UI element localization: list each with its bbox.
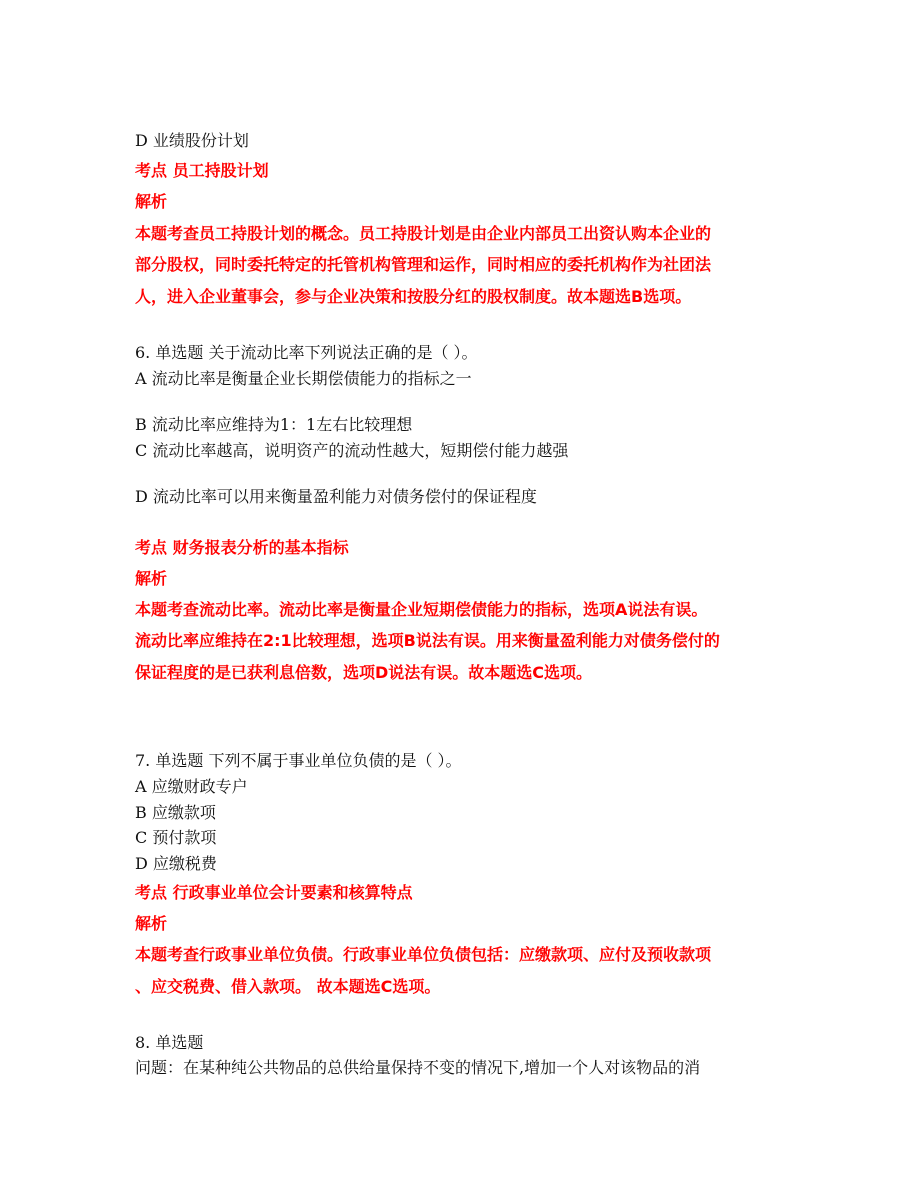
q7-option-a: A 应缴财政专户 <box>135 777 248 796</box>
q6-stem: 6. 单选题 关于流动比率下列说法正确的是（ ）。 <box>135 343 478 362</box>
q7-analysis-line-1: 本题考查行政事业单位负债。行政事业单位负债包括：应缴款项、应付及预收款项 <box>135 945 712 964</box>
q7-kaodian: 考点 行政事业单位会计要素和核算特点 <box>135 883 413 902</box>
q6-jiexi-label: 解析 <box>135 569 168 588</box>
q7-option-d: D 应缴税费 <box>135 854 217 873</box>
q6-option-c: C 流动比率越高，说明资产的流动性越大，短期偿付能力越强 <box>135 441 569 460</box>
q7-analysis-line-2: 、应交税费、借入款项。 故本题选C选项。 <box>135 977 441 996</box>
q6-option-b: B 流动比率应维持为1：1左右比较理想 <box>135 415 413 434</box>
q7-option-c: C 预付款项 <box>135 828 217 847</box>
q6-analysis-line-2: 流动比率应维持在2:1比较理想，选项B说法有误。用来衡量盈利能力对债务偿付的 <box>135 631 720 650</box>
q8-stem: 8. 单选题 <box>135 1033 204 1052</box>
q6-option-d: D 流动比率可以用来衡量盈利能力对债务偿付的保证程度 <box>135 487 537 506</box>
q6-kaodian: 考点 财务报表分析的基本指标 <box>135 538 349 557</box>
q8-question: 问题：在某种纯公共物品的总供给量保持不变的情况下,增加一个人对该物品的消 <box>135 1058 701 1077</box>
q6-analysis-line-1: 本题考查流动比率。流动比率是衡量企业短期偿债能力的指标，选项A说法有误。 <box>135 600 708 619</box>
q5-kaodian: 考点 员工持股计划 <box>135 161 269 180</box>
q5-analysis-line-3: 人，进入企业董事会，参与企业决策和按股分红的股权制度。故本题选B选项。 <box>135 287 692 306</box>
q6-option-a: A 流动比率是衡量企业长期偿债能力的指标之一 <box>135 369 472 388</box>
q5-analysis-line-2: 部分股权，同时委托特定的托管机构管理和运作，同时相应的委托机构作为社团法 <box>135 255 712 274</box>
q6-analysis-line-3: 保证程度的是已获利息倍数，选项D说法有误。故本题选C选项。 <box>135 663 593 682</box>
q7-option-b: B 应缴款项 <box>135 803 216 822</box>
q5-option-d: D 业绩股份计划 <box>135 131 249 150</box>
q5-analysis-line-1: 本题考查员工持股计划的概念。员工持股计划是由企业内部员工出资认购本企业的 <box>135 224 712 243</box>
q5-jiexi-label: 解析 <box>135 192 168 211</box>
q7-jiexi-label: 解析 <box>135 914 168 933</box>
q7-stem: 7. 单选题 下列不属于事业单位负债的是（ ）。 <box>135 751 462 770</box>
